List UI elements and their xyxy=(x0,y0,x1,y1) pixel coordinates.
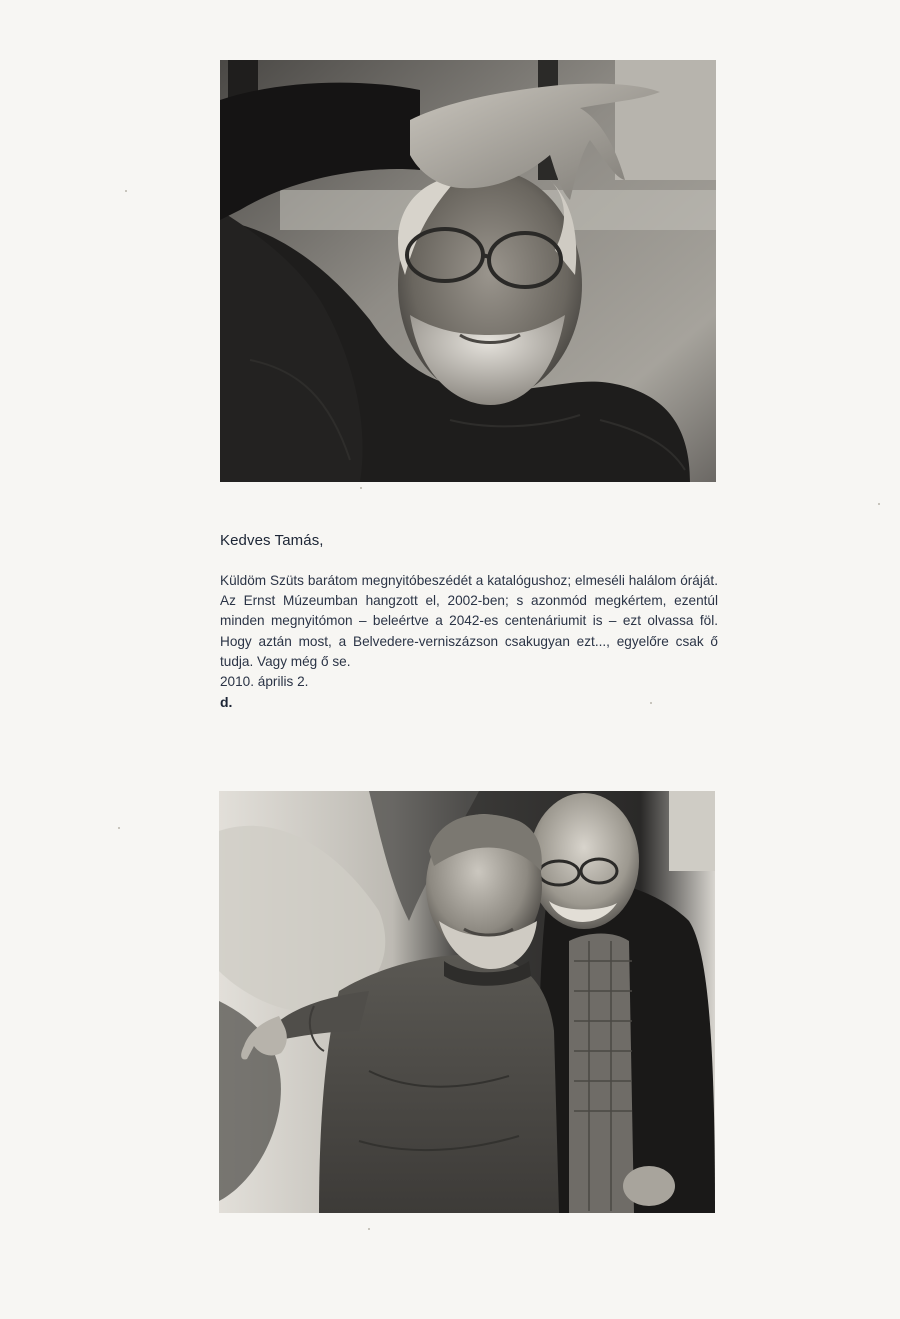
portrait-photo-top xyxy=(220,60,716,482)
paper-speck xyxy=(118,827,120,829)
paper-speck xyxy=(125,190,127,192)
paper-speck xyxy=(368,1228,370,1230)
two-men-photo-bottom xyxy=(219,791,715,1213)
paper-speck xyxy=(878,503,880,505)
letter-body: Küldöm Szüts barátom megnyitóbeszédét a katalógushoz; elmeséli halálom óráját. Az Ernst Múzeumban hangzott el, 2002-ben; s azonmód megkértem, ezentúl minden megnyitómon – beleértve a 2042-es centenáriumit is – ezt olvassa föl. Hogy aztán most, a Belvedere-verniszázson csakugyan ezt..., egyelőre csak ő tudja. Vagy még ő se. xyxy=(220,573,718,669)
letter-signature: d. xyxy=(220,694,233,711)
letter-date: 2010. április 2. xyxy=(220,674,309,690)
letter-salutation: Kedves Tamás, xyxy=(220,532,324,549)
paper-speck xyxy=(360,487,362,489)
letter xyxy=(220,532,718,710)
